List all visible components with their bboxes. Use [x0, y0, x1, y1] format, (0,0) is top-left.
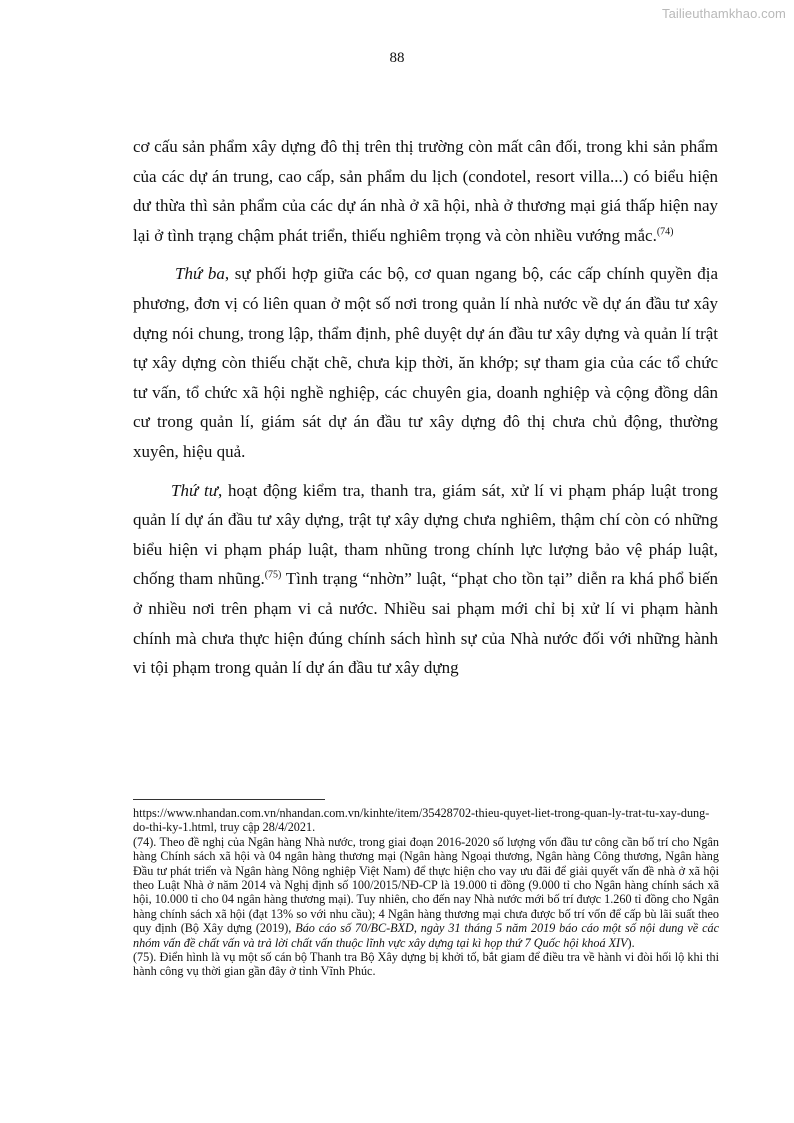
paragraph-2 [133, 259, 718, 466]
paragraph-2-lead: Thứ ba [175, 264, 225, 284]
footnote-74-text: (74). Theo đề nghị của Ngân hàng Nhà nước, trong giai đoạn 2016-2020 số lượng vốn đầu tư công cần bố trí cho Ngân hàng Chính sách xã hội và 04 ngân hàng thương mại (Ngân hàng Ngoại thương, Ngân hàng Công thương, Ngân hàng Đầu tư phát triển và Ngân hàng Nông nghiệp Việt Nam) để thực hiện cho vay ưu đãi để giải quyết vấn đề nhà ở xã hội theo Luật Nhà ở năm 2014 và Nghị định số 100/2015/NĐ-CP là 19.000 tỉ đồng (9.000 tỉ cho Ngân hàng chính sách xã hội, 10.000 tỉ cho 04 ngân hàng thương mại). Tuy nhiên, cho đến nay Nhà nước mới bố trí được 1.260 tỉ đồng cho Ngân hàng chính sách xã hội (đạt 13% so với nhu cầu); 4 Ngân hàng thương mại chưa được bố trí vốn để cấp bù lãi suất theo quy định (Bộ Xây dựng (2019), [133, 834, 719, 936]
footnote-separator [133, 799, 325, 800]
footnote-74-italic: Báo cáo số 70/BC-BXD, ngày 31 tháng 5 năm 2019 báo cáo một số nội dung về các nhóm vấn đề chất vấn và trả lời chất vấn thuộc lĩnh vực xây dựng tại kì họp thứ 7 Quốc hội khoá XIV [133, 921, 719, 950]
paragraph-2-text: , sự phối hợp giữa các bộ, cơ quan ngang bộ, các cấp chính quyền địa phương, đơn vị có liên quan ở một số nơi trong quản lí nhà nước về dự án đầu tư xây dựng nói chung, trong lập, thẩm định, phê duyệt dự án đầu tư xây dựng và quản lí trật tự xây dựng còn thiếu chặt chẽ, chưa kịp thời, ăn khớp; sự tham gia của các tổ chức tư vấn, tổ chức xã hội nghề nghiệp, các chuyên gia, doanh nghiệp và cộng đồng dân cư trong quản lí, giám sát dự án đầu tư xây dựng đô thị chưa chủ động, thường xuyên, hiệu quả. [133, 264, 718, 461]
paragraph-1-text: cơ cấu sản phẩm xây dựng đô thị trên thị trường còn mất cân đối, trong khi sản phẩm của các dự án trung, cao cấp, sản phẩm du lịch (condotel, resort villa...) có biểu hiện dư thừa thì sản phẩm của các dự án nhà ở xã hội, nhà ở thương mại giá thấp hiện nay lại ở tình trạng chậm phát triển, thiếu nghiêm trọng và còn nhiều vướng mắc. [133, 137, 718, 245]
footnotes [133, 806, 719, 979]
footnote-ref-74[interactable]: (74) [656, 226, 674, 238]
paragraph-3-text-b: Tình trạng “nhờn” luật, “phạt cho tồn tại” diễn ra khá phổ biến ở nhiều nơi trên phạm vi cả nước. Nhiều sai phạm mới chỉ bị xử lí vi phạm hành chính mà chưa thực hiện đúng chính sách hình sự của Nhà nước đối với những hành vi tội phạm trong quản lí dự án đầu tư xây dựng [133, 569, 718, 678]
paragraph-1 [133, 132, 718, 250]
footnote-75: (75). Điển hình là vụ một số cán bộ Thanh tra Bộ Xây dựng bị khởi tố, bắt giam để điều tra về hành vi đòi hối lộ khi thi hành công vụ thời gian gần đây ở tỉnh Vĩnh Phúc. [133, 950, 719, 979]
footnote-74 [133, 835, 719, 950]
paragraph-3-lead: Thứ tư [171, 480, 218, 500]
watermark: Tailieuthamkhao.com [661, 6, 786, 21]
footnote-ref-75[interactable]: (75) [264, 569, 282, 581]
footnote-continuation: https://www.nhandan.com.vn/nhandan.com.vn/kinhte/item/35428702-thieu-quyet-liet-trong-quan-ly-trat-tu-xay-dung-do-thi-ky-1.html, truy cập 28/4/2021. [133, 806, 710, 835]
page-number: 88 [389, 50, 405, 66]
footnote-74-end: ). [627, 935, 635, 950]
body-text [133, 132, 718, 692]
paragraph-3-text-a: , hoạt động kiểm tra, thanh tra, giám sát, xử lí vi phạm pháp luật trong quản lí dự án đầu tư xây dựng, trật tự xây dựng chưa nghiêm, thậm chí còn có những biểu hiện vi phạm pháp luật, tham nhũng trong chính lực lượng bảo vệ pháp luật, chống tham nhũng. [133, 480, 718, 589]
paragraph-3 [133, 476, 718, 683]
